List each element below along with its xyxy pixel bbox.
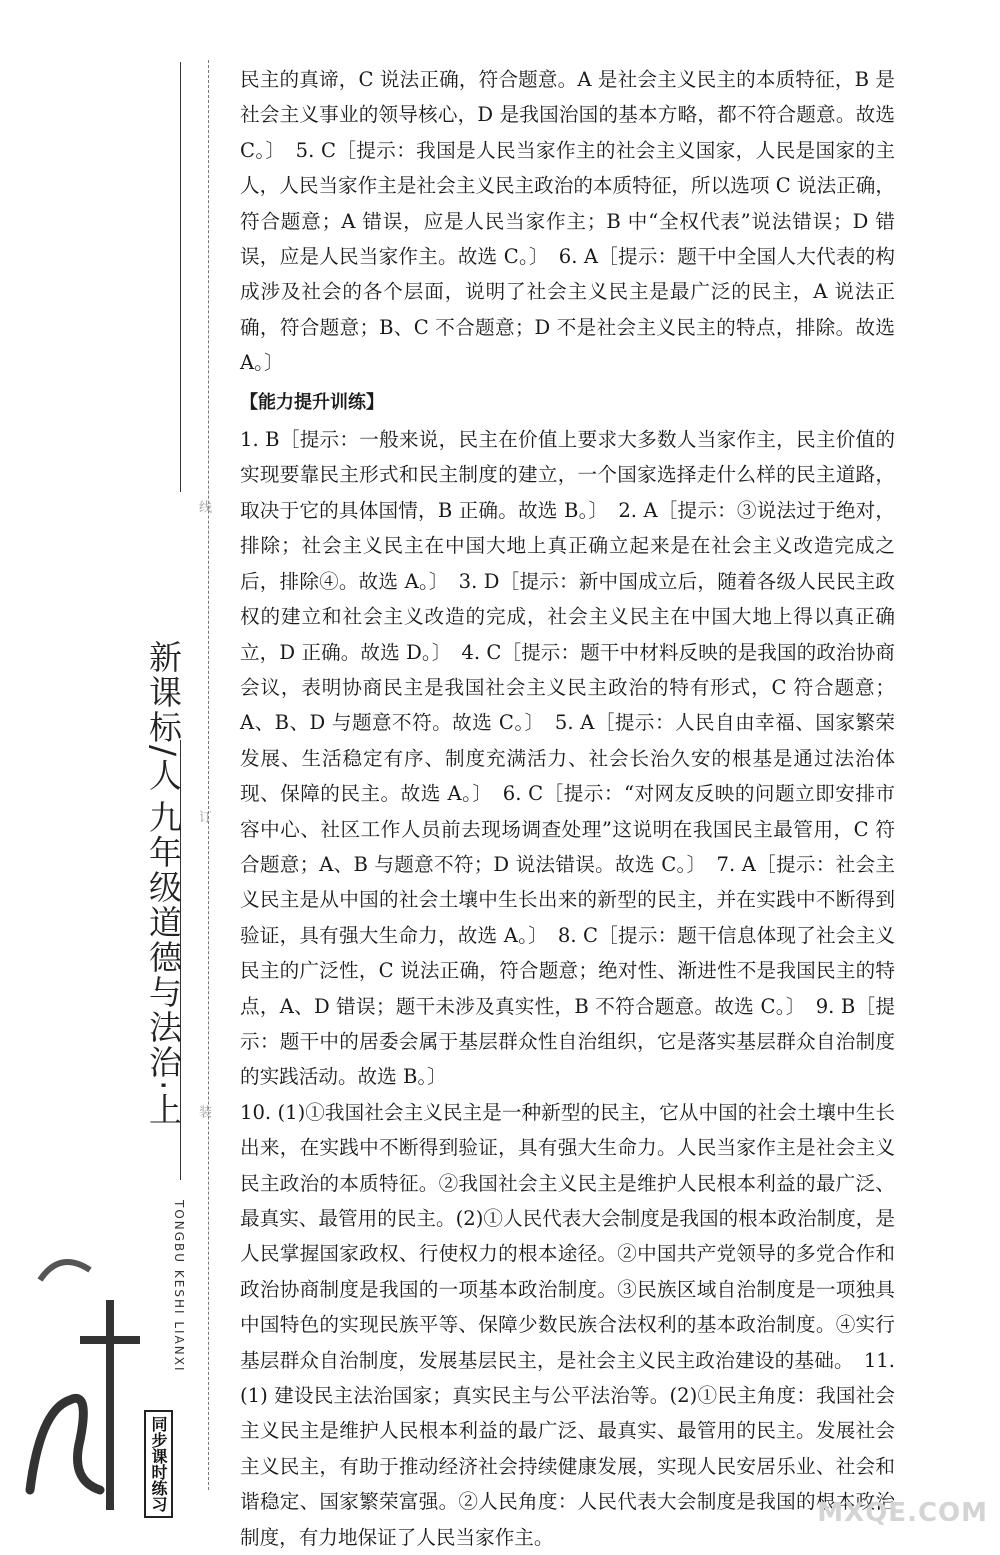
answer-content [240, 62, 895, 1555]
cut-mark-bind: 订 [196, 810, 211, 823]
cut-mark-pack: 装 [196, 1105, 211, 1118]
margin-rule-top [180, 62, 181, 492]
watermark-text: MXQE.COM [817, 1498, 988, 1528]
answer-paragraph-1: 民主的真谛，C 说法正确，符合题意。A 是社会主义民主的本质特征，B 是社会主义事业的领导核心，D 是我国治国的基本方略，都不符合题意。故选 C。〕 5. C［提示：我国是人民当家作主的社会主义国家，人民是国家的主人，人民当家作主是社会主义民主政治的本质特征，所以选项 C 说法正确，符合题意；A 错误，应是人民当家作主；B 中“全权代表”说法错误；D 错误，应是人民当家作主。故选 C。〕 6. A［提示：题干中全国人大代表的构成涉及社会的各个层面，说明了社会主义民主是最广泛的民主，A 说法正确，符合题意；B、C 不合题意；D 不是社会主义民主的特点，排除。故选 A。〕 [240, 68, 895, 375]
answer-paragraph-3: 10. (1)①我国社会主义民主是一种新型的民主，它从中国的社会土壤中生长出来，在实践中不断得到验证，具有强大生命力。人民当家作主是社会主义民主政治的本质特征。②我国社会主义民主是维护人民根本利益的最广泛、最真实、最管用的民主。(2)①人民代表大会制度是我国的根本政治制度，是人民掌握国家政权、行使权力的根本途径。②中国共产党领导的多党合作和政治协商制度是我国的一项基本政治制度。③民族区域自治制度是一项独具中国特色的实现民族平等、保障少数民族合法权利的基本政治制度。④实行基层群众自治制度，发展基层民主，是社会主义民主政治建设的基础。 11. (1) 建设民主法治国家；真实民主与公平法治等。(2)①民主角度：我国社会主义民主是维护人民根本利益的最广泛、最真实、最管用的民主。发展社会主义民主，有助于推动经济社会持续健康发展，实现人民安居乐业、社会和谐稳定、国家繁荣富强。②人民角度：人民代表大会制度是我国的根本政治制度，有力地保证了人民当家作主。 [240, 1100, 895, 1549]
cut-mark-line: 线 [196, 500, 211, 513]
edition-label: 新课标/人 [144, 640, 183, 794]
brand-subtitle: 同步课时练习 [144, 1410, 173, 1518]
section-heading: 【能力提升训练】 [240, 391, 384, 413]
subject-title: 九年级道德与法治·上 [144, 800, 183, 1128]
brand-logo-icon [10, 1240, 180, 1530]
brand-pinyin: TONGBU KESHI LIANXI [172, 1200, 186, 1373]
answer-paragraph-2: 1. B［提示：一般来说，民主在价值上要求大多数人当家作主，民主价值的实现要靠民主形式和民主制度的建立，一个国家选择走什么样的民主道路，取决于它的具体国情，B 正确。故选 B。〕 2. A［提示：③说法过于绝对，排除；社会主义民主在中国大地上真正确立起来是在社会主义改造完成之后，排除④。故选 A。〕 3. D［提示：新中国成立后，随着各级人民民主政权的建立和社会主义改造的完成，社会主义民主在中国大地上得以真正确立，D 正确。故选 D。〕 4. C［提示：题干中材料反映的是我国的政治协商会议，表明协商民主是我国社会主义民主政治的特有形式，C 符合题意；A、B、D 与题意不符。故选 C。〕 5. A［提示：人民自由幸福、国家繁荣发展、生活稳定有序、制度充满活力、社会长治久安的根基是通过法治体现、保障的民主。故选 A。〕 6. C［提示：“对网友反映的问题立即安排市容中心、社区工作人员前去现场调查处理”这说明在我国民主最管用，C 符合题意；A、B 与题意不符；D 说法错误。故选 C。〕 7. A［提示：社会主义民主是从中国的社会土壤中生长出来的新型的民主，并在实践中不断得到验证，具有强大生命力，故选 A。〕 8. C［提示：题干信息体现了社会主义民主的广泛性，C 说法正确，符合题意；绝对性、渐进性不是我国民主的特点，A、D 错误；题干未涉及真实性，B 不符合题意。故选 C。〕 9. B［提示：题干中的居委会属于基层群众性自治组织，它是落实基层群众自治制度的实践活动。故选 B。〕 [240, 428, 895, 1089]
binding-margin [0, 0, 215, 1536]
cut-line [208, 60, 209, 1490]
